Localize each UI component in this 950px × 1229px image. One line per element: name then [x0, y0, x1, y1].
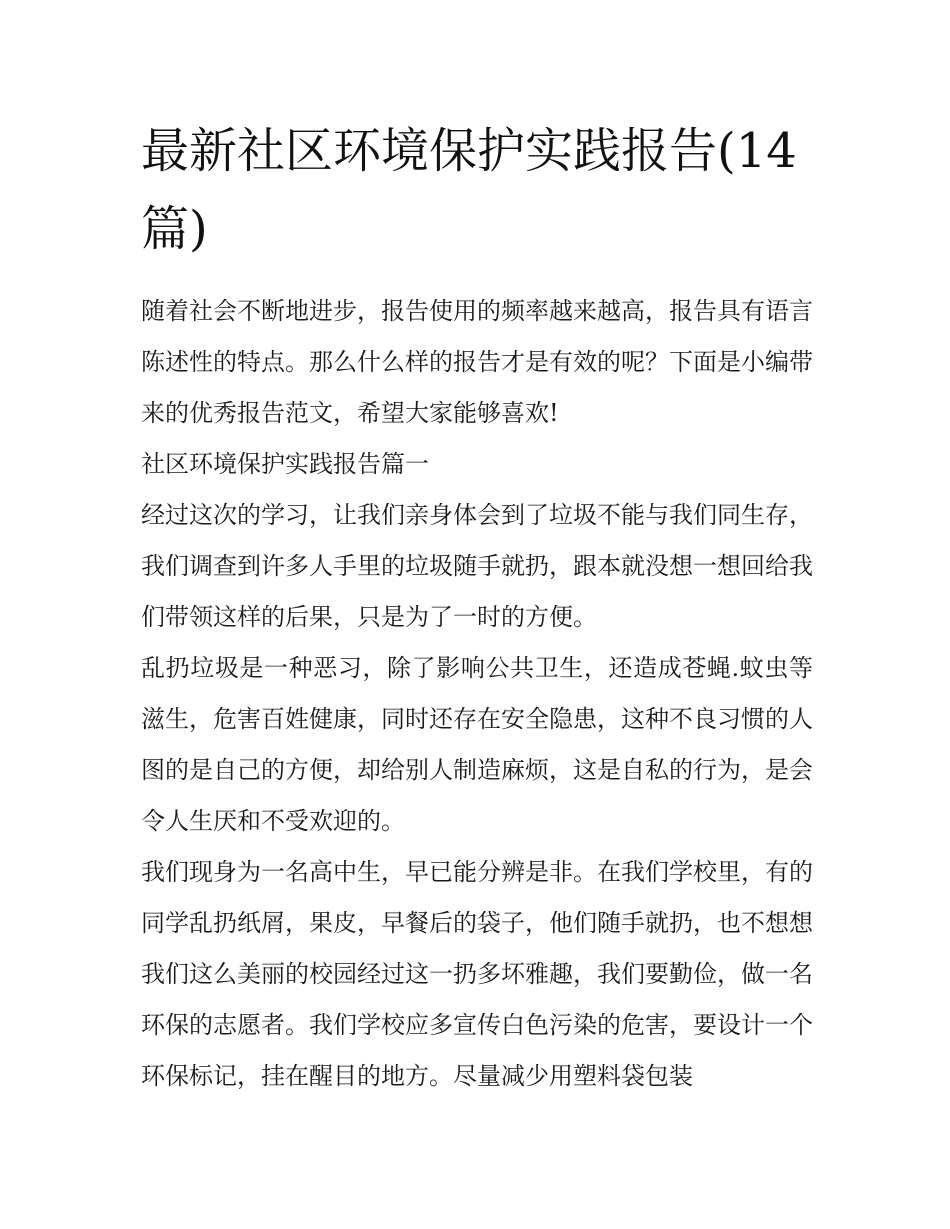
title-spacer [141, 268, 813, 286]
document-title: 最新社区环境保护实践报告(14篇) [141, 123, 797, 257]
body-paragraph: 经过这次的学习，让我们亲身体会到了垃圾不能与我们同生存，我们调查到许多人手里的垃圾随手就扔，跟本就没想一想回给我们带领这样的后果，只是为了一时的方便。 [141, 501, 813, 631]
intro-paragraph: 随着社会不断地进步，报告使用的频率越来越高，报告具有语言陈述性的特点。那么什么样的报告才是有效的呢？下面是小编带来的优秀报告范文，希望大家能够喜欢! [141, 297, 813, 427]
document-body [141, 112, 813, 1102]
body-paragraph: 乱扔垃圾是一种恶习，除了影响公共卫生，还造成苍蝇.蚊虫等滋生，危害百姓健康，同时还存在安全隐患，这种不良习惯的人图的是自己的方便，却给别人制造麻烦，这是自私的行为，是会令人生厌和不受欢迎的。 [141, 654, 813, 835]
section-heading: 社区环境保护实践报告篇一 [141, 450, 429, 478]
body-paragraph: 我们现身为一名高中生，早已能分辨是非。在我们学校里，有的同学乱扔纸屑，果皮，早餐后的袋子，他们随手就扔，也不想想我们这么美丽的校园经过这一扔多坏雅趣，我们要勤俭，做一名环保的志愿者。我们学校应多宣传白色污染的危害，要设计一个环保标记，挂在醒目的地方。尽量减少用塑料袋包装 [141, 858, 813, 1090]
